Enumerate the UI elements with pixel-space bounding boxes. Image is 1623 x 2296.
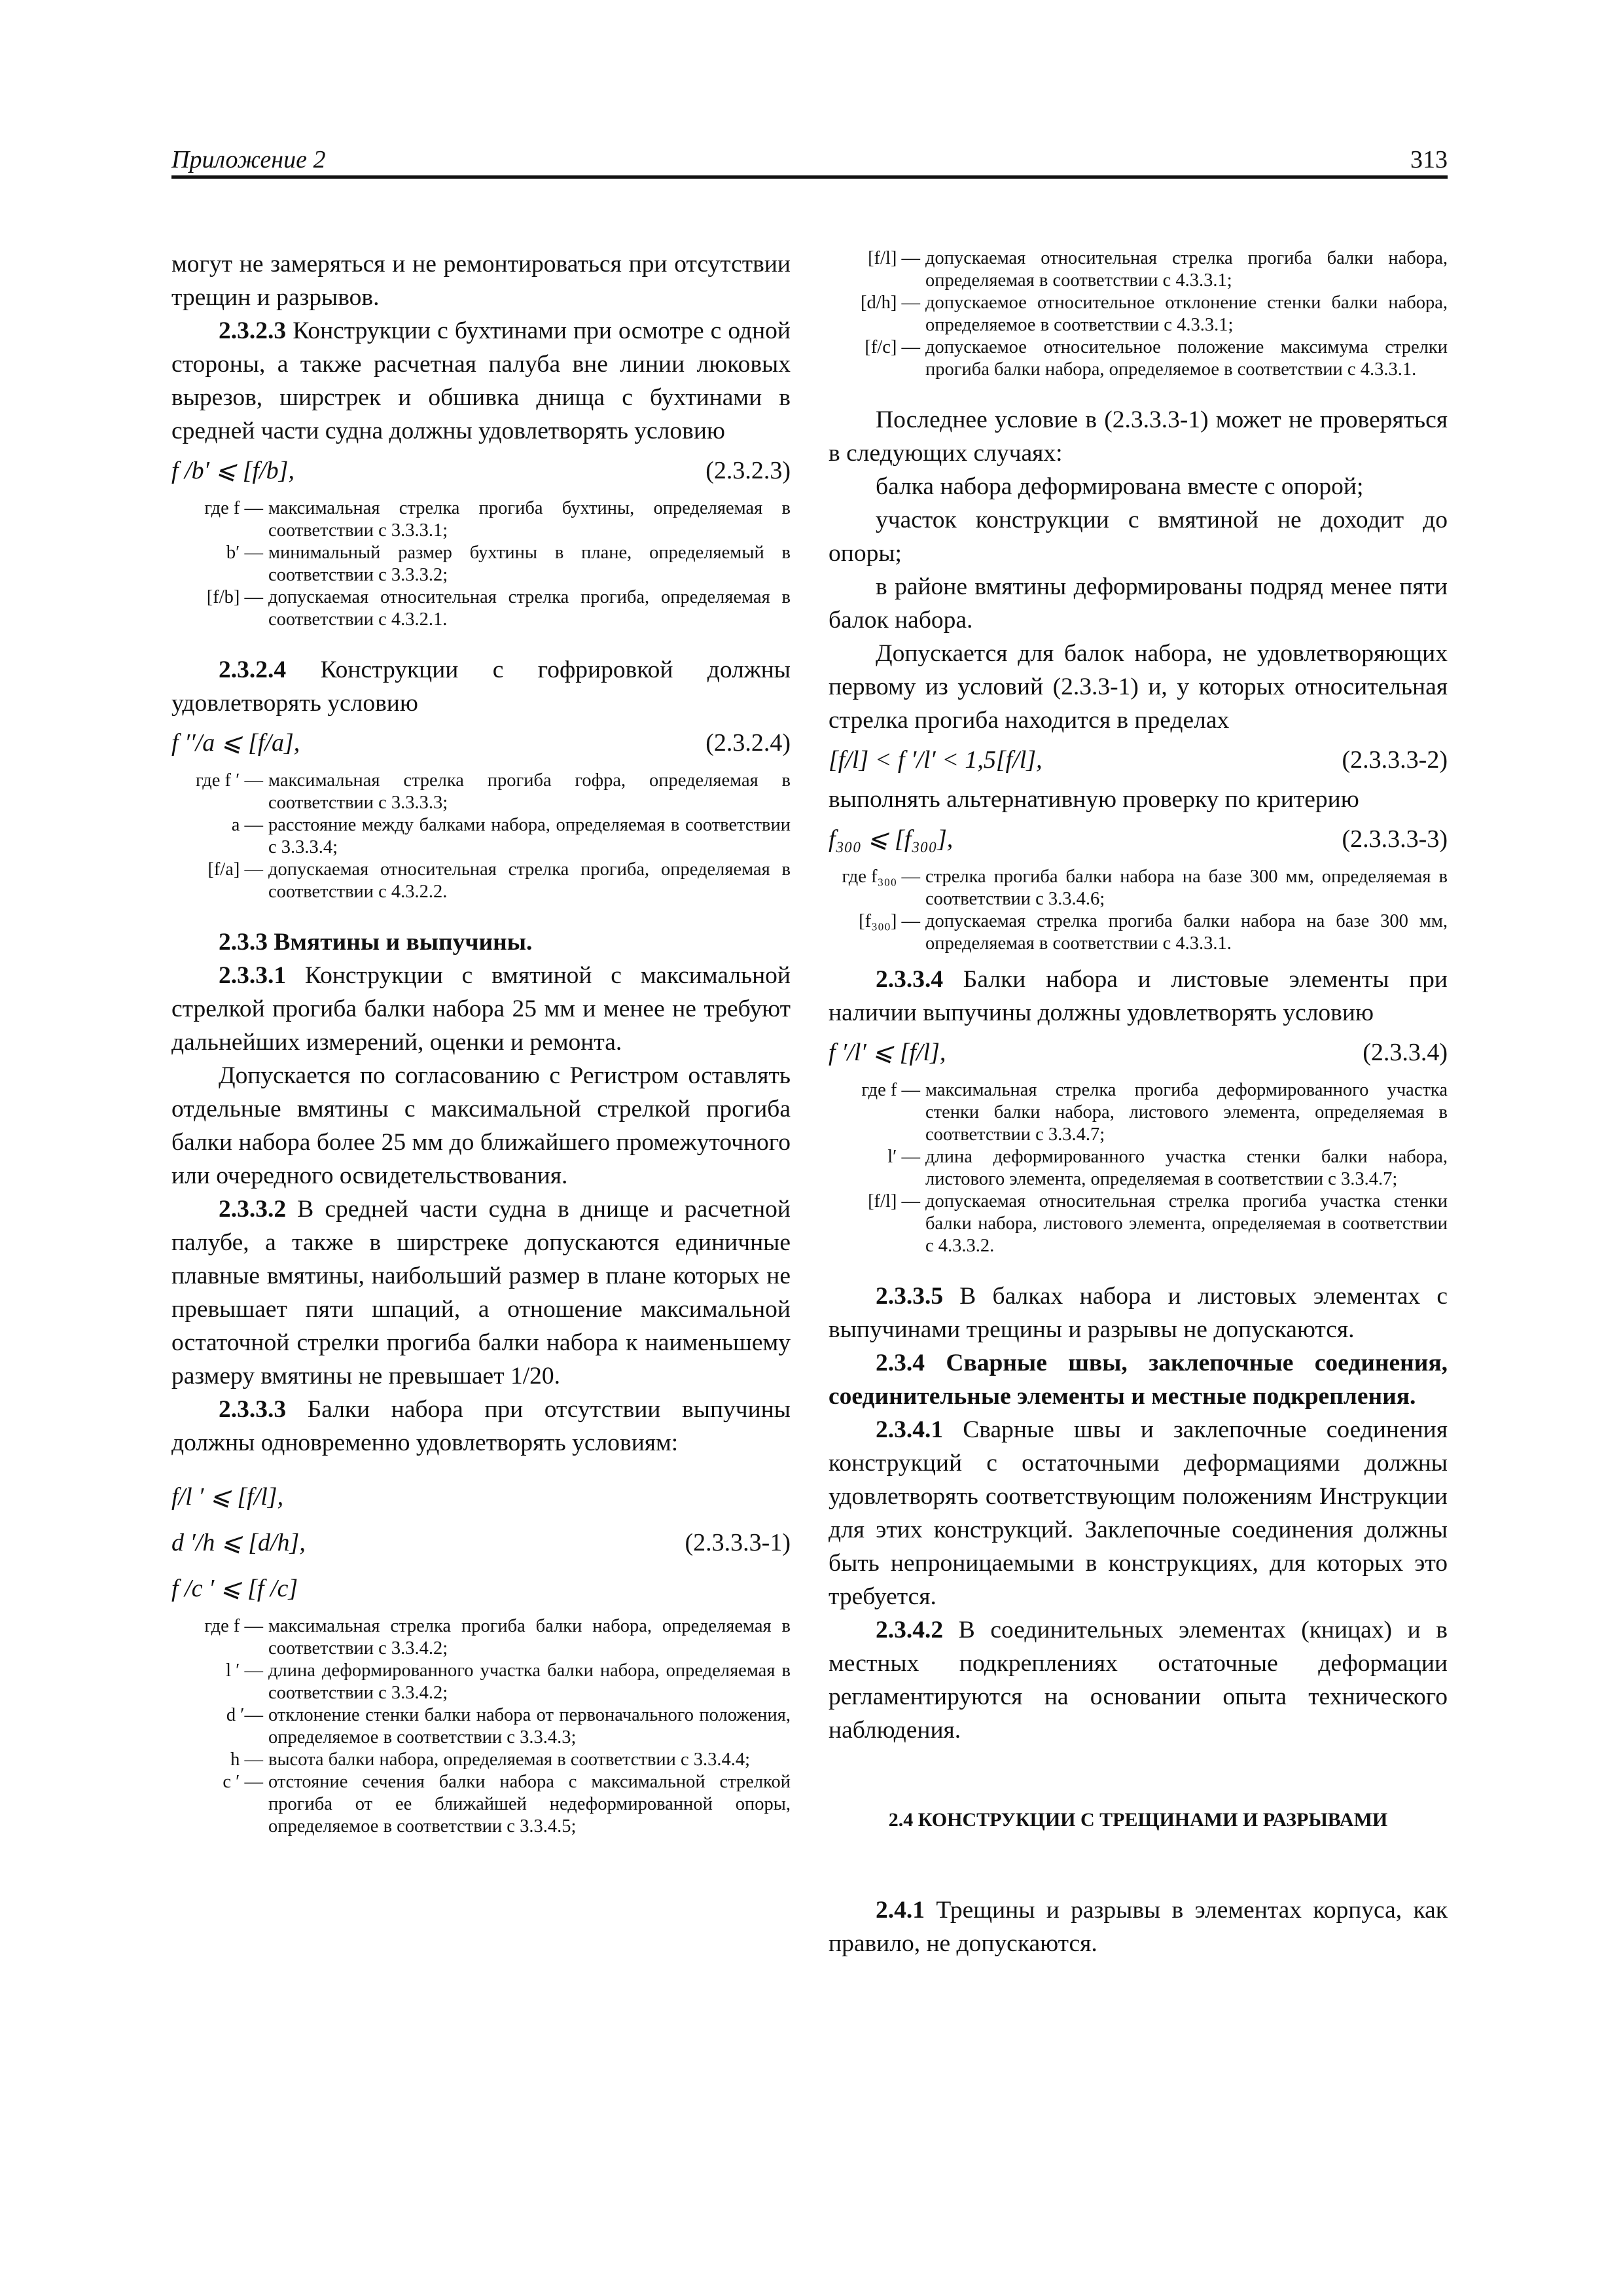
equation	[171, 1566, 791, 1611]
definition-label: [f₃₀₀] —	[859, 911, 920, 931]
definition-label: где f₃₀₀ —	[842, 867, 920, 887]
equation-number: (2.3.3.3-3)	[1342, 825, 1448, 853]
definition-text: длина деформированного участка балки набора, определяемая в соответствии с 3.3.4.2;	[268, 1660, 791, 1703]
equation	[171, 1474, 791, 1520]
clause-text: Балки набора при отсутствии выпучины должны одновременно удовлетворять условиям:	[171, 1396, 791, 1456]
definition-label: b′ —	[226, 543, 263, 563]
equation-number: (2.3.2.4)	[705, 729, 791, 757]
definition-label: h —	[230, 1749, 263, 1770]
definition-label: c ′ —	[223, 1772, 263, 1792]
definition-label: l′ —	[887, 1147, 920, 1167]
definition-item	[829, 1079, 1448, 1146]
definitions-list	[171, 497, 791, 631]
clause-number: 2.3.4.1	[876, 1416, 944, 1443]
paragraph: Последнее условие в (2.3.3.3-1) может не проверяться в следующих случаях:	[829, 406, 1448, 467]
definition-label: l ′ —	[226, 1660, 263, 1681]
equation	[829, 1030, 1448, 1075]
paragraph	[171, 653, 791, 720]
definition-item	[829, 1191, 1448, 1257]
definition-item	[171, 814, 791, 859]
page-number: 313	[1410, 146, 1448, 173]
clause-text: Конструкции с гофрировкой должны удовлетворять условию	[171, 656, 791, 717]
definition-label: [f/b] —	[206, 587, 263, 607]
definition-text: высота балки набора, определяемая в соответствии с 3.3.4.4;	[268, 1749, 751, 1770]
definition-item	[171, 1749, 791, 1771]
definition-label: где f —	[861, 1080, 920, 1100]
equation-formula: d ′/h ⩽ [d/h],	[171, 1529, 306, 1556]
definition-text: допускаемая относительная стрелка прогиба, определяемая в соответствии с 4.3.2.2.	[268, 859, 791, 902]
equation-formula: [f/l] < f ′/l′ < 1,5[f/l],	[829, 746, 1043, 774]
clause-number: 2.4.1	[876, 1897, 925, 1924]
definition-item	[171, 1704, 791, 1749]
equation-formula: f /b′ ⩽ [f/b],	[171, 457, 294, 484]
definition-text: допускаемая относительная стрелка прогиба, определяемая в соответствии с 4.3.2.1.	[268, 587, 791, 630]
definition-text: максимальная стрелка прогиба бухтины, определяемая в соответствии с 3.3.3.1;	[268, 498, 791, 541]
paragraph	[829, 1280, 1448, 1346]
equation	[171, 720, 791, 766]
definition-text: минимальный размер бухтины в плане, определяемый в соответствии с 3.3.3.2;	[268, 543, 791, 585]
definition-item	[829, 247, 1448, 292]
definition-label: где f ′ —	[195, 770, 263, 791]
definition-item	[171, 1615, 791, 1660]
definition-label: [f/a] —	[207, 859, 263, 880]
definition-item	[171, 542, 791, 586]
definition-item	[829, 866, 1448, 910]
paragraph: балка набора деформирована вместе с опорой;	[876, 473, 1364, 500]
clause-text: Балки набора и листовые элементы при наличии выпучины должны удовлетворять условию	[829, 966, 1448, 1026]
equation-number: (2.3.2.3)	[705, 457, 791, 484]
definition-label: [d/h] —	[860, 293, 920, 313]
paragraph	[829, 963, 1448, 1030]
definition-text: допускаемая относительная стрелка прогиба участка стенки балки набора, листового элемента, определяемая в соответствии с 4.3.3.2.	[925, 1191, 1448, 1256]
clause-text: Трещины и разрывы в элементах корпуса, как правило, не допускаются.	[829, 1897, 1448, 1957]
definition-label: a —	[231, 815, 263, 835]
equation-formula: f ′/l′ ⩽ [f/l],	[829, 1039, 946, 1066]
equation-number: (2.3.3.3-2)	[1342, 746, 1448, 774]
definition-label: [f/c] —	[865, 337, 920, 357]
definition-text: расстояние между балками набора, определяемая в соответствии с 3.3.3.4;	[268, 815, 791, 857]
clause-number: 2.3.3.2	[219, 1196, 287, 1223]
left-column	[171, 247, 791, 1846]
clause-text: В соединительных элементах (кницах) и в местных подкреплениях остаточные деформации регламентируются на основании опыта технического наблюдения.	[829, 1617, 1448, 1744]
definition-text: максимальная стрелка прогиба балки набора, определяемая в соответствии с 3.3.4.2;	[268, 1616, 791, 1659]
paragraph: выполнять альтернативную проверку по критерию	[829, 786, 1359, 813]
definition-label: [f/l] —	[868, 248, 920, 268]
equation-number: (2.3.3.3-1)	[685, 1529, 791, 1556]
clause-number: 2.3.3	[219, 929, 268, 956]
definition-text: отстояние сечения балки набора с максимальной стрелкой прогиба от ее ближайшей недеформированной опоры, определяемое в соответствии с 3.3.4.5;	[268, 1772, 791, 1837]
definitions-list	[171, 770, 791, 903]
clause-text: В балках набора и листовых элементах с выпучинами трещины и разрывы не допускаются.	[829, 1283, 1448, 1343]
definition-item	[171, 1771, 791, 1838]
definition-label: где f —	[204, 498, 263, 518]
definition-text: допускаемое относительное положение максимума стрелки прогиба балки набора, определяемое в соответствии с 4.3.3.1.	[925, 337, 1448, 380]
definitions-list	[829, 247, 1448, 381]
clause-number: 2.3.2.4	[219, 656, 287, 683]
equation-formula: f₃₀₀ ⩽ [f₃₀₀],	[829, 825, 954, 853]
equation	[829, 737, 1448, 783]
clause-number: 2.3.3.1	[219, 962, 287, 989]
clause-text: Конструкции с вмятиной с максимальной стрелкой прогиба балки набора 25 мм и менее не требуют дальнейших измерений, оценки и ремонта.	[171, 962, 791, 1056]
clause-text: В средней части судна в днище и расчетной палубе, а также в ширстреке допускаются единичные плавные вмятины, наибольший размер в плане которых не превышает пяти шпаций, а отношение максимальной остаточной стрелки прогиба балки набора к наименьшему размеру вмятины не превышает 1/20.	[171, 1196, 791, 1390]
definition-text: максимальная стрелка прогиба деформированного участка стенки балки набора, листового элемента, определяемая в соответствии с 3.3.4.7;	[925, 1080, 1448, 1145]
definition-text: стрелка прогиба балки набора на базе 300 мм, определяемая в соответствии с 3.3.4.6;	[925, 867, 1448, 909]
running-title: Приложение 2	[171, 146, 326, 173]
definition-text: допускаемая относительная стрелка прогиба балки набора, определяемая в соответствии с 4.3.3.1;	[925, 248, 1448, 291]
definition-item	[829, 1146, 1448, 1191]
heading-text: Вмятины и выпучины.	[268, 929, 533, 956]
definition-text: допускаемая стрелка прогиба балки набора на базе 300 мм, определяемая в соответствии с 4.3.3.1.	[925, 911, 1448, 954]
equation-formula: f /c ′ ⩽ [f /c]	[171, 1575, 298, 1602]
clause-number: 2.3.4.2	[876, 1617, 944, 1643]
paragraph	[171, 959, 791, 1059]
definition-item	[171, 1660, 791, 1704]
definition-item	[829, 910, 1448, 955]
paragraph	[171, 314, 791, 448]
equation	[829, 816, 1448, 862]
definition-text: максимальная стрелка прогиба гофра, определяемая в соответствии с 3.3.3.3;	[268, 770, 791, 813]
paragraph	[829, 1893, 1448, 1960]
definition-item	[829, 292, 1448, 336]
paragraph: участок конструкции с вмятиной не доходит до опоры;	[829, 507, 1448, 567]
paragraph	[171, 1393, 791, 1460]
clause-text: Конструкции с бухтинами при осмотре с одной стороны, а также расчетная палуба вне линии люковых вырезов, ширстрек и обшивка днища с бухтинами в средней части судна должны удовлетворять условию	[171, 317, 791, 444]
definition-text: допускаемое относительное отклонение стенки балки набора, определяемое в соответствии с 4.3.3.1;	[925, 293, 1448, 335]
paragraph: Допускается по согласованию с Регистром оставлять отдельные вмятины с максимальной стрелкой прогиба балки набора более 25 мм до ближайшего промежуточного или очередного освидетельствования.	[171, 1062, 791, 1189]
definition-item	[829, 336, 1448, 381]
section-title: 2.4 КОНСТРУКЦИИ С ТРЕЩИНАМИ И РАЗРЫВАМИ	[888, 1809, 1388, 1831]
definitions-list	[829, 1079, 1448, 1257]
paragraph	[829, 1413, 1448, 1613]
definition-text: отклонение стенки балки набора от первоначального положения, определяемое в соответствии с 3.3.4.3;	[268, 1705, 791, 1748]
definition-label: d ′—	[226, 1705, 263, 1725]
equation-formula: f ′′/a ⩽ [f/a],	[171, 729, 300, 757]
equation	[171, 448, 791, 493]
paragraph	[171, 1193, 791, 1393]
definitions-list	[171, 1615, 791, 1838]
definition-item	[171, 859, 791, 903]
paragraph	[829, 1613, 1448, 1747]
clause-number: 2.3.2.3	[219, 317, 287, 344]
clause-number: 2.3.3.3	[219, 1396, 287, 1423]
paragraph: в районе вмятины деформированы подряд менее пяти балок набора.	[829, 573, 1448, 634]
equation-number: (2.3.3.4)	[1363, 1039, 1448, 1066]
section-heading: 2.3.4 Сварные швы, заклепочные соединения, соединительные элементы и местные подкрепления.	[829, 1350, 1448, 1410]
right-column	[829, 247, 1448, 1960]
equation	[171, 1520, 791, 1566]
clause-number: 2.3.3.4	[876, 966, 944, 993]
equation-formula: f/l ′ ⩽ [f/l],	[171, 1483, 284, 1511]
section-heading	[171, 925, 791, 959]
definition-item	[171, 770, 791, 814]
definition-label: где f —	[204, 1616, 263, 1636]
definition-item	[171, 586, 791, 631]
definition-label: [f/l] —	[868, 1191, 920, 1211]
page-header	[171, 145, 1448, 177]
definitions-list	[829, 866, 1448, 955]
definition-text: длина деформированного участка стенки балки набора, листового элемента, определяемая в соответствии с 3.3.4.7;	[925, 1147, 1448, 1189]
paragraph: могут не замеряться и не ремонтироваться при отсутствии трещин и разрывов.	[171, 251, 791, 311]
clause-number: 2.3.3.5	[876, 1283, 944, 1310]
definition-item	[171, 497, 791, 542]
header-rule	[171, 175, 1448, 179]
clause-text: Сварные швы и заклепочные соединения конструкций с остаточными деформациями должны удовлетворять соответствующим положениям Инструкции для этих конструкций. Заклепочные соединения должны быть непроницаемыми в конструкциях, для которых это требуется.	[829, 1416, 1448, 1610]
paragraph: Допускается для балок набора, не удовлетворяющих первому из условий (2.3.3-1) и, у которых относительная стрелка прогиба находится в пределах	[829, 640, 1448, 734]
